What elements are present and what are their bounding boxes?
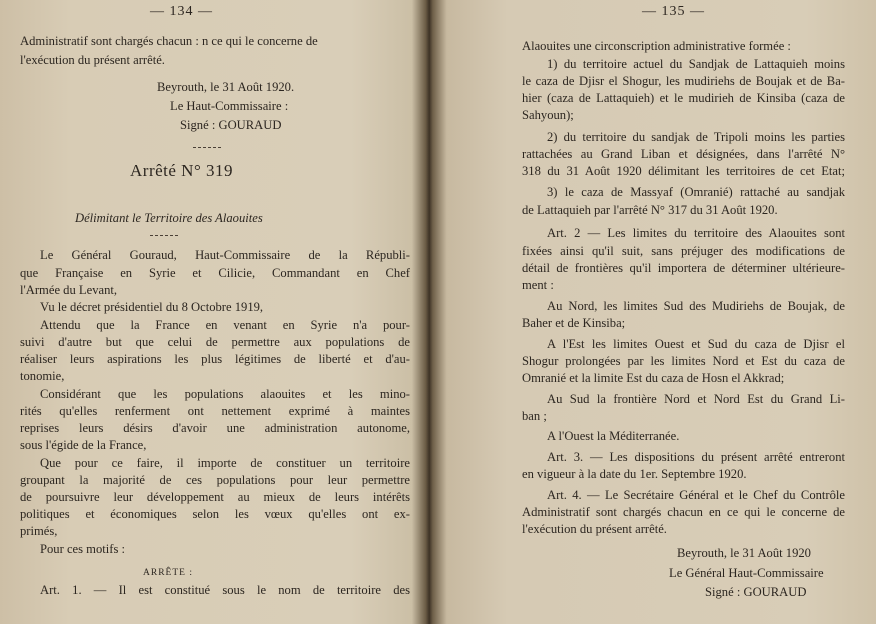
text-line: Attendu que la France en venant en Syrie n'a pour- (40, 318, 410, 332)
text-line: tonomie, (20, 369, 65, 383)
text-line: 1) du territoire actuel du Sandjak de Lattaquieh moins (547, 57, 845, 71)
text-line: groupant la majorité de ces populations pour leur permettre (20, 473, 410, 487)
text-line: 2) du territoire du sandjak de Tripoli moins les parties (547, 130, 845, 144)
text-line: ment : (522, 278, 554, 292)
text-line: de poursuivre leur développement au mieux de leurs intérêts (20, 490, 410, 504)
text-line: Que pour ce faire, il importe de constituer un territoire (40, 456, 410, 470)
text-line: Administratif sont chargés chacun en ce qui le concerne de (522, 505, 845, 519)
text-line: Le Général Gouraud, Haut-Commissaire de la Républi- (40, 248, 410, 262)
text-line: Signé : GOURAUD (180, 118, 282, 132)
text-line: Omranié et la limite Est du caza de Hosn el Akkrad; (522, 371, 785, 385)
text-line: Le Général Haut-Commissaire (669, 566, 824, 580)
decree-heading: ARRÊTE : (143, 568, 193, 578)
text-line: ban ; (522, 409, 547, 423)
text-line: Shogur prolongées par les limites Nord et Est du caza de (522, 354, 845, 368)
text-line: Administratif sont chargés chacun : n ce qui le concerne de (20, 34, 318, 48)
text-line: réaliser leurs aspirations les plus légitimes de liberté et d'au- (20, 352, 410, 366)
decree-title: Arrêté N° 319 (130, 161, 233, 180)
text-line: A l'Ouest la Méditerranée. (547, 429, 680, 443)
text-line: le caza de Djisr el Shogur, les mudiriehs de Boujak et de Ba- (522, 74, 845, 88)
text-line: suivi d'autre but que celui de permettre aux populations de (20, 335, 410, 349)
text-line: fixées ainsi qu'il suit, sans préjuger des modifications de (522, 244, 845, 258)
text-line: Vu le décret présidentiel du 8 Octobre 1919, (40, 300, 264, 314)
text-line: détail de frontières qu'il importera de déterminer ultérieure- (522, 261, 845, 275)
text-line: Considérant que les populations alaouites et les mino- (40, 387, 410, 401)
page-number: — 134 — (150, 4, 213, 19)
text-line: Art. 1. — Il est constitué sous le nom de territoire des (40, 583, 410, 597)
text-line: Beyrouth, le 31 Août 1920 (677, 546, 811, 560)
text-line: Au Sud la frontière Nord et Nord Est du Grand Li- (547, 392, 845, 406)
decree-subtitle: Délimitant le Territoire des Alaouites (75, 211, 263, 225)
text-line: reprises leurs désirs d'avoir une administration autonome, (20, 421, 410, 435)
text-line: Sahyoun); (522, 108, 574, 122)
text-line: Signé : GOURAUD (705, 585, 807, 599)
text-line: 3) le caza de Massyaf (Omranié) rattaché au sandjak (547, 185, 845, 199)
text-line: Au Nord, les limites Sud des Mudiriehs de Boujak, de (547, 299, 845, 313)
text-line: A l'Est les limites Ouest et Sud du caza de Djisr el (547, 337, 845, 351)
text-line: Alaouites une circonscription administrative formée : (522, 39, 791, 53)
text-line: politiques et économiques selon les vœux qu'elles ont ex- (20, 507, 410, 521)
text-line: l'exécution du présent arrêté. (20, 53, 165, 67)
text-line: primés, (20, 524, 58, 538)
text-line: de Lattaquieh par l'arrêté N° 317 du 31 Août 1920. (522, 203, 778, 217)
text-line: rités qu'elles renferment ont nettement exprimé à maintes (20, 404, 410, 418)
text-line: en vigueur à la date du 1er. Septembre 1920. (522, 467, 747, 481)
text-line: Beyrouth, le 31 Août 1920. (157, 80, 295, 94)
text-line: sous l'égide de la France, (20, 438, 147, 452)
text-line: l'Armée du Levant, (20, 283, 118, 297)
text-line: Art. 3. — Les dispositions du présent arrêté entreront (547, 450, 845, 464)
text-line: Le Haut-Commissaire : (170, 99, 289, 113)
text-line: Art. 2 — Les limites du territoire des Alaouites sont (547, 226, 845, 240)
left-page (0, 0, 422, 624)
page-number: — 135 — (642, 4, 705, 19)
text-line: 318 du 31 Août 1920 délimitant les territoires de cet Etat; (522, 164, 845, 178)
divider (193, 147, 221, 148)
text-line: rattachées au Grand Liban et désignées, dans l'arrêté N° (522, 147, 845, 161)
right-page (432, 0, 876, 624)
divider (150, 235, 178, 236)
text-line: Pour ces motifs : (40, 542, 126, 556)
text-line: que Française en Syrie et Cilicie, Commandant en Chef (20, 266, 410, 280)
text-line: Baher et de Kinsiba; (522, 316, 626, 330)
text-line: hier (caza de Lattaquieh) et le mudirieh de Kinsiba (caza de (522, 91, 845, 105)
text-line: Art. 4. — Le Secrétaire Général et le Chef du Contrôle (547, 488, 845, 502)
text-line: l'exécution du présent arrêté. (522, 522, 667, 536)
